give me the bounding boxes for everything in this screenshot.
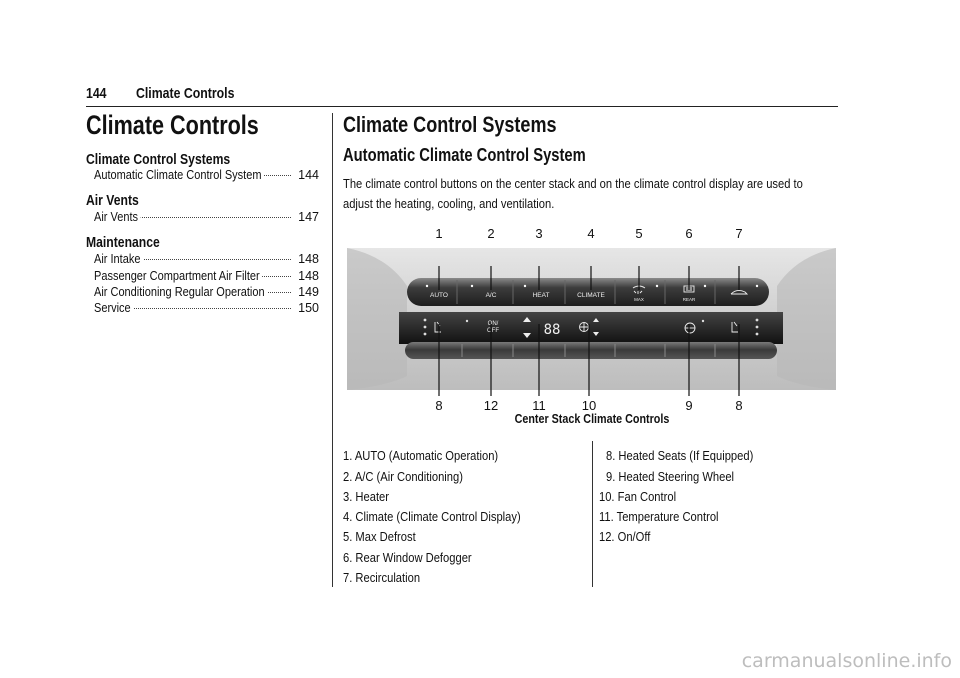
callout-8-right: 8 xyxy=(735,398,743,413)
toc-entry[interactable] xyxy=(94,168,319,184)
legend-item: 9. Heated Steering Wheel xyxy=(606,469,735,484)
callout-2: 2 xyxy=(487,226,495,241)
ac-button-label: A/C xyxy=(485,292,497,299)
climate-panel-illustration xyxy=(347,226,836,416)
figure-caption: Center Stack Climate Controls xyxy=(514,412,669,426)
legend-item: 10. Fan Control xyxy=(599,489,677,504)
climate-button-label: CLIMATE xyxy=(577,292,605,299)
legend-item: 3. Heater xyxy=(343,489,389,504)
page-header xyxy=(86,84,838,107)
running-title: Climate Controls xyxy=(136,85,235,102)
callout-7: 7 xyxy=(735,226,743,241)
toc-entry-label: Air Vents xyxy=(94,210,141,224)
callout-3: 3 xyxy=(535,226,543,241)
callout-8-left: 8 xyxy=(435,398,443,413)
toc-entry-label: Air Intake xyxy=(94,252,143,266)
callout-9: 9 xyxy=(685,398,693,413)
watermark: carmanualsonline.info xyxy=(741,650,952,672)
list-column-divider xyxy=(592,441,593,587)
toc-entry[interactable] xyxy=(94,301,319,317)
toc-entry[interactable] xyxy=(94,285,319,301)
legend-item: 11. Temperature Control xyxy=(599,509,719,524)
toc-title: Climate Controls xyxy=(86,110,259,140)
callout-11: 11 xyxy=(532,398,546,413)
toc-entry-label: Air Conditioning Regular Operation xyxy=(94,285,267,299)
section-heading: Climate Control Systems xyxy=(343,112,557,137)
control-display-strip xyxy=(399,312,783,344)
legend-item: 6. Rear Window Defogger xyxy=(343,550,472,565)
toc-entry-page: 148 xyxy=(298,252,319,266)
onoff-label: ON/ OFF xyxy=(487,321,499,334)
legend-item: 2. A/C (Air Conditioning) xyxy=(343,469,463,484)
legend-item: 12. On/Off xyxy=(599,529,651,544)
legend-item: 8. Heated Seats (If Equipped) xyxy=(606,448,754,463)
toc-entry-label: Automatic Climate Control System xyxy=(94,168,264,182)
subsection-heading: Automatic Climate Control System xyxy=(343,145,586,165)
callout-12: 12 xyxy=(483,398,499,413)
legend-item: 1. AUTO (Automatic Operation) xyxy=(343,448,499,463)
toc-entry-label: Passenger Compartment Air Filter xyxy=(94,269,262,283)
callout-6: 6 xyxy=(685,226,693,241)
heat-button-label: HEAT xyxy=(532,292,550,299)
callout-4: 4 xyxy=(587,226,595,241)
toc-heading: Maintenance xyxy=(86,235,160,251)
max-button-label: MAX xyxy=(634,297,644,302)
toc-entry-page: 150 xyxy=(298,301,319,315)
toc-entry-page: 149 xyxy=(298,285,319,299)
toc-entry[interactable] xyxy=(94,269,319,285)
toc-heading: Air Vents xyxy=(86,193,139,209)
toc-entry-page: 147 xyxy=(298,210,319,224)
callout-1: 1 xyxy=(435,226,443,241)
auto-button-label: AUTO xyxy=(430,292,448,299)
toc-heading: Climate Control Systems xyxy=(86,152,231,168)
temperature-display: 88 xyxy=(543,322,561,338)
callout-5: 5 xyxy=(635,226,643,241)
toc-entry-page: 144 xyxy=(298,168,319,182)
toc-entry-page: 148 xyxy=(298,269,319,283)
climate-controls-figure xyxy=(347,226,836,426)
legend-item: 5. Max Defrost xyxy=(343,529,416,544)
rear-button-label: REAR xyxy=(682,297,696,302)
toc-entry[interactable] xyxy=(94,210,319,226)
callout-10: 10 xyxy=(581,398,597,413)
page-number: 144 xyxy=(86,85,107,102)
legend-item: 4. Climate (Climate Control Display) xyxy=(343,509,521,524)
bottom-button-bar xyxy=(405,342,777,359)
toc-entry-label: Service xyxy=(94,301,133,315)
legend-item: 7. Recirculation xyxy=(343,570,421,585)
intro-paragraph: The climate control buttons on the center stack and on the climate control display are used to adjust the heating, cooling, and ventilation. xyxy=(343,176,803,211)
column-divider xyxy=(332,113,333,587)
toc-entry[interactable] xyxy=(94,252,319,268)
